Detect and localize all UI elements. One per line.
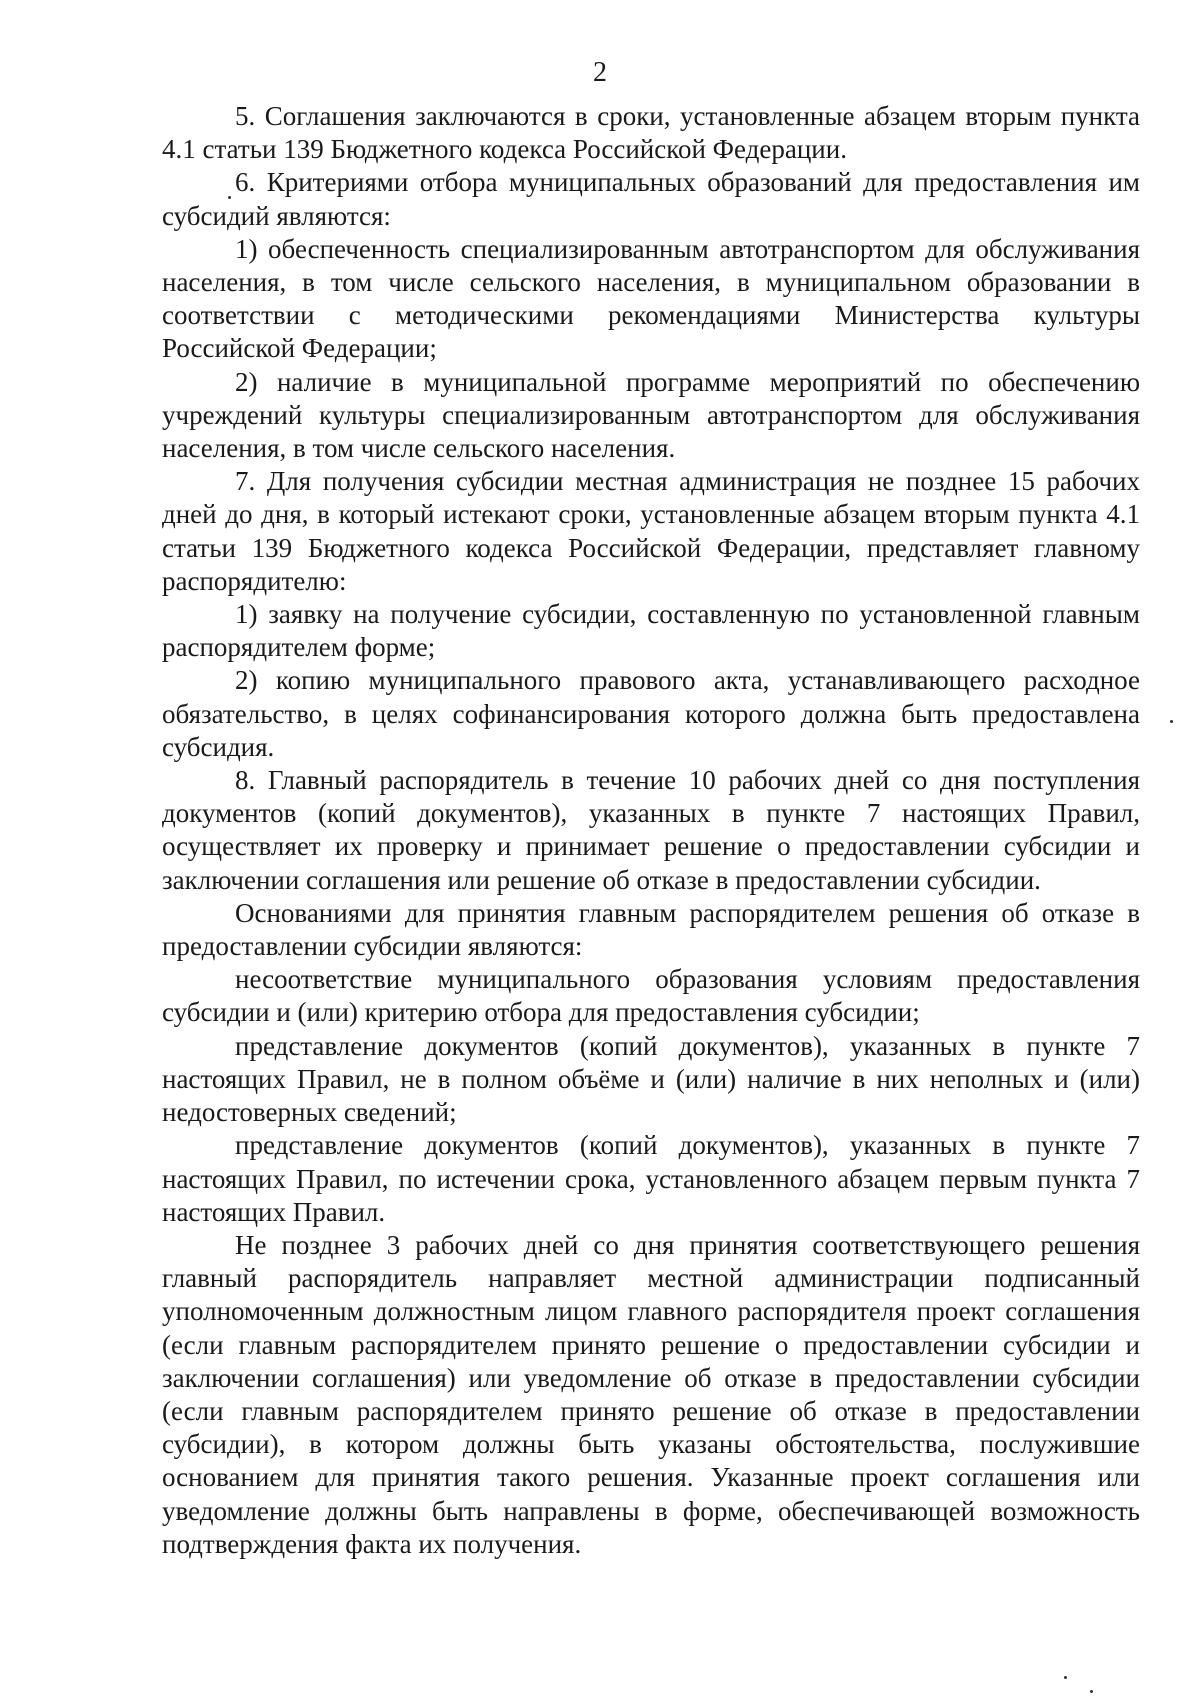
paragraph-7-item-2: 2) копию муниципального правового акта, устанавливающего расходное обязательство, в целях софинансирования которого должна быть предоставлена субсидия.: [162, 665, 1140, 762]
refusal-ground-2: представление документов (копий документов), указанных в пункте 7 настоящих Правил, не в полном объёме и (или) наличие в них неполных и (или) недостоверных сведений;: [162, 1030, 1140, 1128]
paragraph-6-item-1: 1) обеспеченность специализированным автотранспортом для обслуживания населения, в том числе сельского населения, в муниципальном образовании в соответствии с методическими рекомендациями Министерства культуры Российской Федерации;: [162, 233, 1140, 364]
paragraph-6: 6. Критериями отбора муниципальных образований для предоставления им субсидий являются:: [162, 167, 1140, 231]
refusal-grounds-intro: Основаниями для принятия главным распорядителем решения об отказе в предоставлении субсидии являются:: [162, 897, 1140, 962]
refusal-ground-3: представление документов (копий документов), указанных в пункте 7 настоящих Правил, по истечении срока, установленного абзацем первым пункта 7 настоящих Правил.: [162, 1130, 1140, 1227]
refusal-ground-1: несоответствие муниципального образования условиям предоставления субсидии и (или) критерию отбора для предоставления субсидии;: [162, 964, 1140, 1028]
paragraph-7-item-1: 1) заявку на получение субсидии, составленную по установленной главным распорядителем форме;: [162, 599, 1140, 663]
scan-speck: [1064, 1676, 1067, 1679]
paragraph-8: 8. Главный распорядитель в течение 10 рабочих дней со дня поступления документов (копий документов), указанных в пункте 7 настоящих Правил, осуществляет их проверку и принимает решение о предоставлении субсидии и заключении соглашения или решение об отказе в предоставлении субсидии.: [162, 765, 1140, 895]
page-number: 2: [593, 57, 607, 88]
scan-speck: [228, 196, 231, 199]
paragraph-6-item-2: 2) наличие в муниципальной программе мероприятий по обеспечению учреждений культуры специализированным автотранспортом для обслуживания населения, в том числе сельского населения.: [162, 366, 1140, 464]
paragraph-7: 7. Для получения субсидии местная администрация не позднее 15 рабочих дней до дня, в который истекают сроки, установленные абзацем вторым пункта 4.1 статьи 139 Бюджетного кодекса Российской Федерации, представляет главному распорядителю:: [162, 466, 1140, 596]
notification-paragraph: Не позднее 3 рабочих дней со дня принятия соответствующего решения главный распорядитель направляет местной администрации подписанный уполномоченным должностным лицом главного распорядителя проект соглашения (если главным распорядителем принято решение о предоставлении субсидии и заключении соглашения) или уведомление об отказе в предоставлении субсидии (если главным распорядителем принято решение об отказе в предоставлении субсидии), в котором должны быть указаны обстоятельства, послужившие основанием для принятия такого решения. Указанные проект соглашения или уведомление должны быть направлены в форме, обеспечивающей возможность подтверждения факта их получения.: [162, 1229, 1140, 1559]
scan-speck: [1170, 720, 1173, 723]
scan-speck: [1090, 1690, 1093, 1693]
document-body: [162, 100, 1140, 1561]
paragraph-5: 5. Соглашения заключаются в сроки, установленные абзацем вторым пункта 4.1 статьи 139 Бюджетного кодекса Российской Федерации.: [162, 101, 1140, 165]
